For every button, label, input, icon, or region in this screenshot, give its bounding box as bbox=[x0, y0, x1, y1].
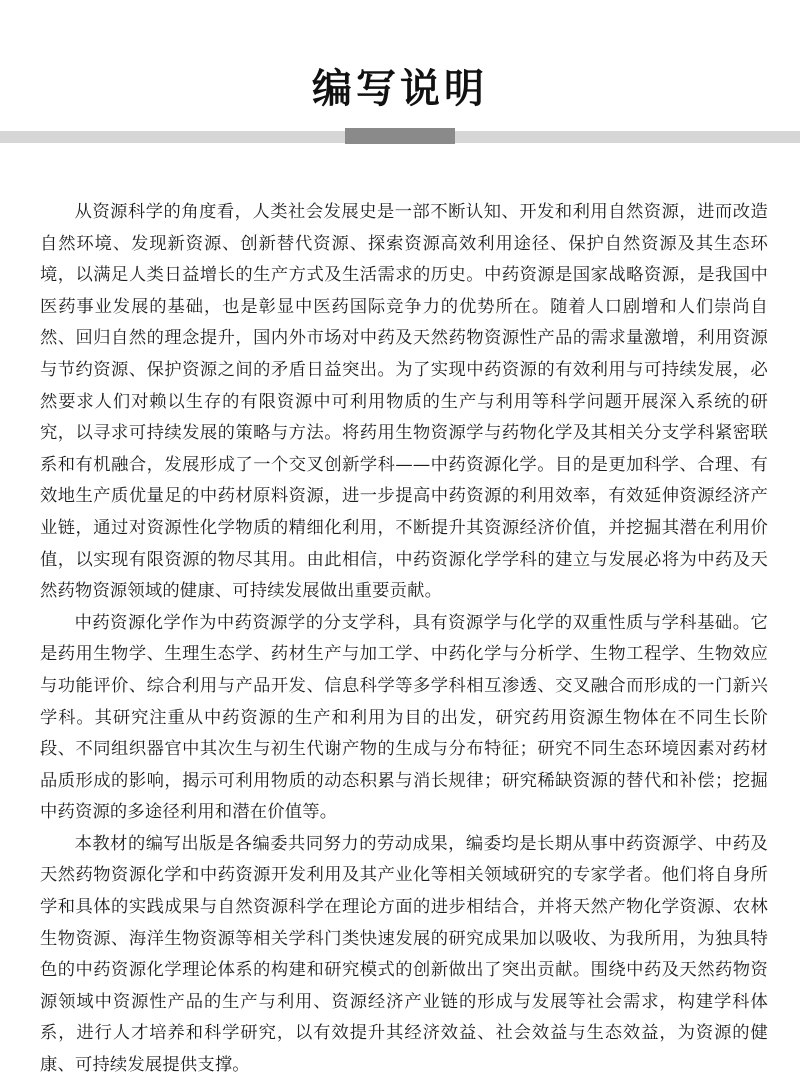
paragraph-1: 从资源科学的角度看，人类社会发展史是一部不断认知、开发和利用自然资源，进而改造自然环境、发现新资源、创新替代资源、探索资源高效利用途径、保护自然资源及其生态环境，以满足人类日益增长的生产方式及生活需求的历史。中药资源是国家战略资源，是我国中医药事业发展的基础，也是彰显中医药国际竞争力的优势所在。随着人口剧增和人们崇尚自然、回归自然的理念提升，国内外市场对中药及天然药物资源性产品的需求量激增，利用资源与节约资源、保护资源之间的矛盾日益突出。为了实现中药资源的有效利用与可持续发展，必然要求人们对赖以生存的有限资源中可利用物质的生产与利用等科学问题开展深入系统的研究，以寻求可持续发展的策略与方法。将药用生物资源学与药物化学及其相关分支学科紧密联系和有机融合，发展形成了一个交叉创新学科——中药资源化学。目的是更加科学、合理、有效地生产质优量足的中药材原料资源，进一步提高中药资源的利用效率，有效延伸资源经济产业链，通过对资源性化学物质的精细化利用，不断提升其资源经济价值，并挖掘其潜在利用价值，以实现有限资源的物尽其用。由此相信，中药资源化学学科的建立与发展必将为中药及天然药物资源领域的健康、可持续发展做出重要贡献。 bbox=[40, 202, 768, 602]
header-divider-accent bbox=[345, 128, 455, 144]
paragraph-3: 本教材的编写出版是各编委共同努力的劳动成果，编委均是长期从事中药资源学、中药及天然药物资源化学和中药资源开发利用及其产业化等相关领域研究的专家学者。他们将自身所学和具体的实践成果与自然资源科学在理论方面的进步相结合，并将天然产物化学资源、农林生物资源、海洋生物资源等相关学科门类快速发展的研究成果加以吸收、为我所用，为独具特色的中药资源化学理论体系的构建和研究模式的创新做出了突出贡献。围绕中药及天然药物资源领域中资源性产品的生产与利用、资源经济产业链的形成与发展等社会需求，构建学科体系，进行人才培养和科学研究，以有效提升其经济效益、社会效益与生态效益，为资源的健康、可持续发展提供支撑。 bbox=[40, 833, 768, 1076]
body-text bbox=[40, 197, 768, 1082]
page-title: 编写说明 bbox=[312, 65, 488, 112]
paragraph-2: 中药资源化学作为中药资源学的分支学科，具有资源学与化学的双重性质与学科基础。它是药用生物学、生理生态学、药材生产与加工学、中药化学与分析学、生物工程学、生物效应与功能评价、综合利用与产品开发、信息科学等多学科相互渗透、交叉融合而形成的一门新兴学科。其研究注重从中药资源的生产和利用为目的出发，研究药用资源生物体在不同生长阶段、不同组织器官中其次生与初生代谢产物的生成与分布特征；研究不同生态环境因素对药材品质形成的影响，揭示可利用物质的动态积累与消长规律；研究稀缺资源的替代和补偿；挖掘中药资源的多途径利用和潜在价值等。 bbox=[40, 612, 768, 823]
